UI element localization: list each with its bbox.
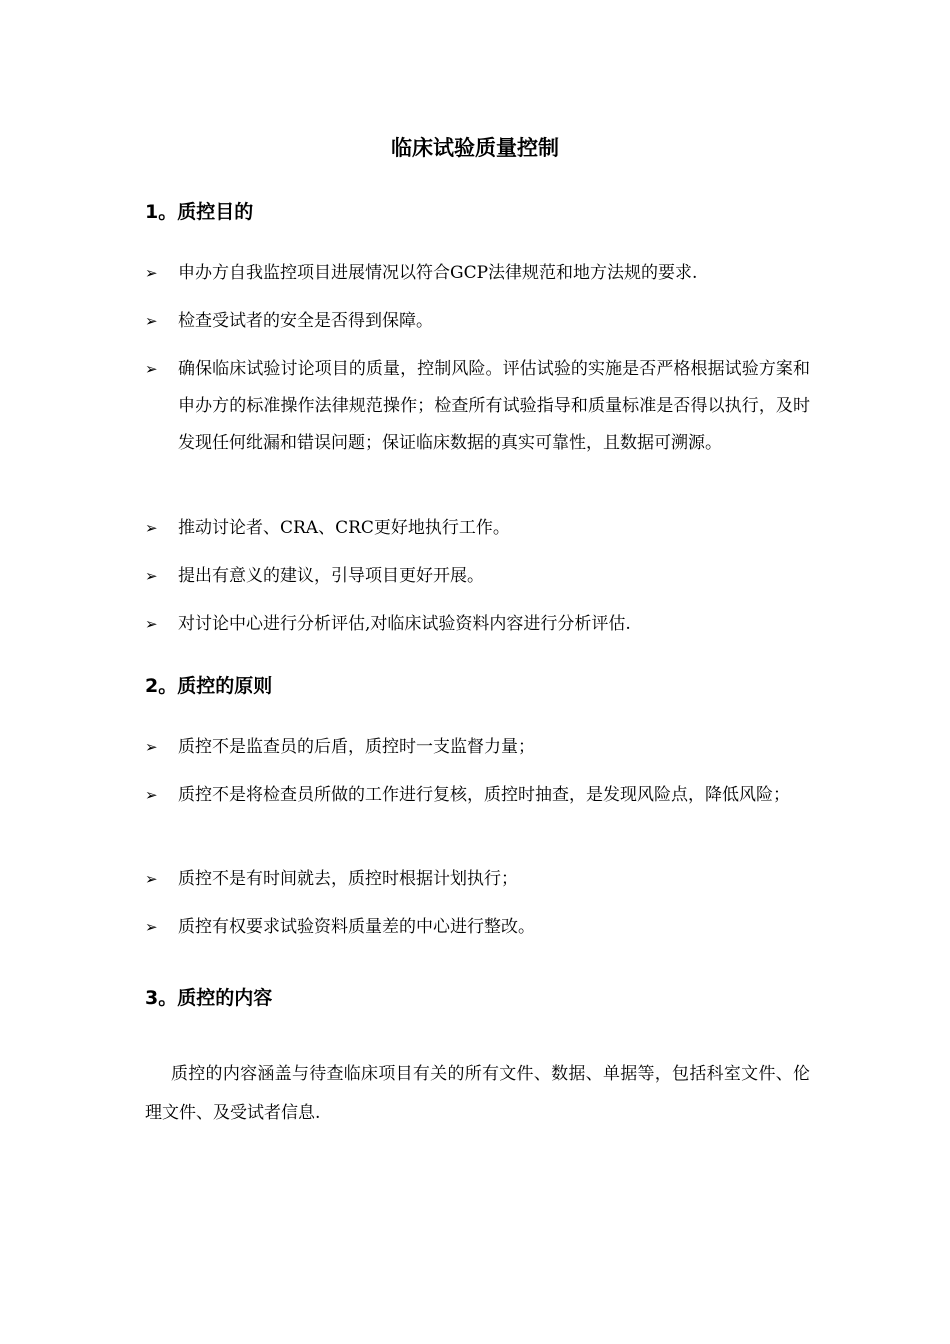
list-item-text: 申办方自我监控项目进展情况以符合GCP法律规范和地方法规的要求. (178, 263, 698, 283)
list-item-text: 提出有意义的建议，引导项目更好开展。 (178, 566, 484, 586)
arrow-bullet-icon: ➢ (145, 264, 158, 282)
arrow-bullet-icon: ➢ (145, 918, 158, 936)
list-item-text: 确保临床试验讨论项目的质量，控制风险。评估试验的实施是否严格根据试验方案和申办方的标准操作法律规范操作；检查所有试验指导和质量标准是否得以执行，及时发现任何纰漏和错误问题；保证临床数据的真实可靠性，且数据可溯源。 (178, 359, 810, 453)
arrow-bullet-icon: ➢ (145, 870, 158, 888)
section-heading-principles: 2。质控的原则 (145, 675, 273, 697)
list-item (145, 303, 810, 340)
arrow-bullet-icon: ➢ (145, 738, 158, 756)
section-heading-purpose: 1。质控目的 (145, 201, 254, 223)
body-paragraph: 质控的内容涵盖与待查临床项目有关的所有文件、数据、单据等，包括科室文件、伦理文件、及受试者信息. (145, 1064, 810, 1123)
list-item-text: 检查受试者的安全是否得到保障。 (178, 311, 433, 331)
list-item (145, 861, 810, 898)
arrow-bullet-icon: ➢ (145, 615, 158, 633)
list-item-text: 质控不是将检查员所做的工作进行复核，质控时抽查，是发现风险点，降低风险； (178, 785, 790, 805)
list-item-text: 质控不是有时间就去，质控时根据计划执行； (178, 869, 518, 889)
arrow-bullet-icon: ➢ (145, 519, 158, 537)
list-item (145, 729, 810, 766)
list-item (145, 558, 810, 595)
list-item (145, 606, 810, 643)
arrow-bullet-icon: ➢ (145, 567, 158, 585)
arrow-bullet-icon: ➢ (145, 312, 158, 330)
list-item-text: 质控有权要求试验资料质量差的中心进行整改。 (178, 917, 535, 937)
list-item (145, 351, 810, 462)
list-item (145, 255, 810, 292)
list-item (145, 777, 810, 814)
section-heading-content: 3。质控的内容 (145, 987, 273, 1009)
document-title: 临床试验质量控制 (391, 136, 559, 160)
list-item-text: 对讨论中心进行分析评估,对临床试验资料内容进行分析评估. (178, 614, 631, 634)
arrow-bullet-icon: ➢ (145, 360, 158, 378)
list-item-text: 质控不是监查员的后盾，质控时一支监督力量； (178, 737, 535, 757)
list-item (145, 510, 810, 547)
list-item-text: 推动讨论者、CRA、CRC更好地执行工作。 (178, 518, 510, 538)
list-item (145, 909, 810, 946)
arrow-bullet-icon: ➢ (145, 786, 158, 804)
